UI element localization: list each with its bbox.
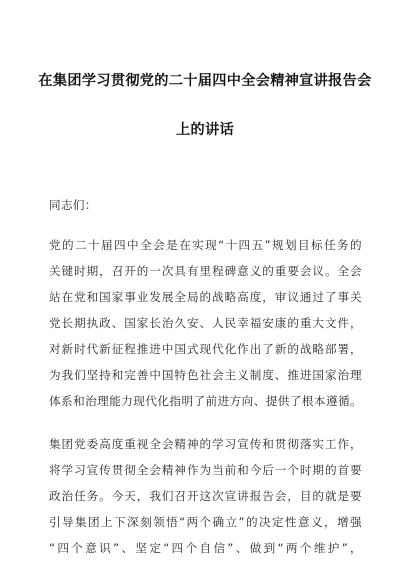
- paragraph-2-line-2: 将学习宣传贯彻全会精神作为当前和今后一个时期的首要: [49, 463, 362, 477]
- paragraph-1-line-6: 为我们坚持和完善中国特色社会主义制度、推进国家治理: [49, 368, 362, 382]
- paragraph-1-line-4: 党长期执政、国家长治久安、人民幸福安康的重大文件，: [49, 316, 362, 330]
- paragraph-2-line-1: 集团党委高度重视全会精神的学习宣传和贯彻落实工作，: [49, 437, 362, 451]
- paragraph-2-line-5: “四个意识”、坚定“四个自信”、做到“两个维护”，: [49, 541, 362, 555]
- paragraph-1-line-1: 党的二十届四中全会是在实现“十四五”规划目标任务的: [49, 238, 362, 252]
- document-title-line-2: 上的讲话: [176, 122, 234, 138]
- paragraph-1-line-2: 关键时期，召开的一次具有里程碑意义的重要会议。全会: [49, 264, 362, 278]
- document-title-line-1: 在集团学习贯彻党的二十届四中全会精神宣讲报告会: [38, 73, 372, 89]
- salutation: 同志们：: [49, 198, 97, 212]
- paragraph-1-line-7: 体系和治理能力现代化指明了前进方向、提供了根本遵循。: [49, 394, 362, 408]
- paragraph-1-line-5: 对新时代新征程推进中国式现代化作出了新的战略部署，: [49, 342, 362, 356]
- paragraph-2-line-3: 政治任务。今天，我们召开这次宣讲报告会，目的就是要: [49, 489, 362, 503]
- paragraph-1-line-3: 站在党和国家事业发展全局的战略高度，审议通过了事关: [49, 290, 362, 304]
- paragraph-2-line-4: 引导集团上下深刻领悟“两个确立”的决定性意义，增强: [49, 515, 362, 529]
